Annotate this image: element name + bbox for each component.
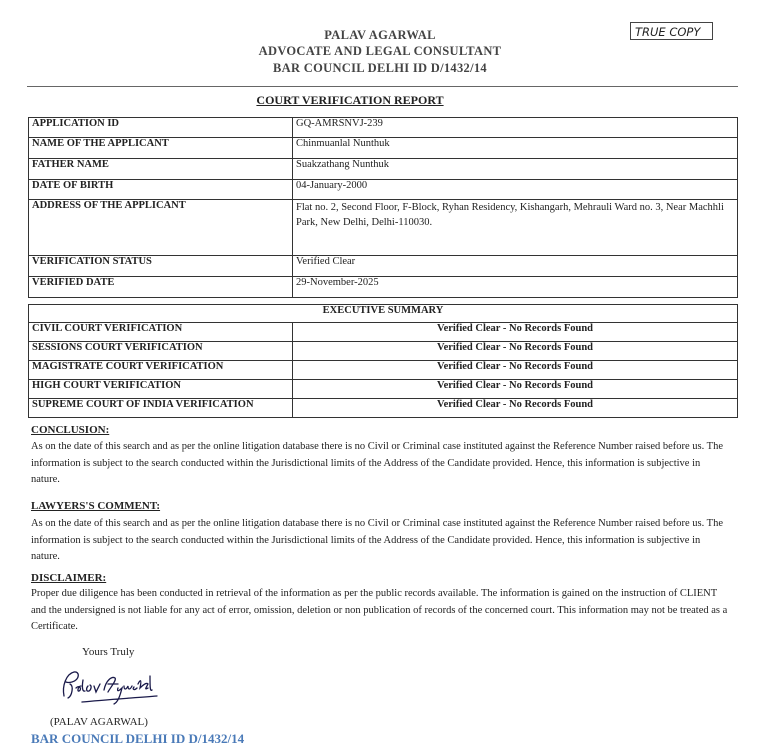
- detail-label: DATE OF BIRTH: [29, 180, 293, 200]
- detail-value: Suakzathang Nunthuk: [293, 159, 738, 180]
- summary-heading: EXECUTIVE SUMMARY: [29, 305, 738, 323]
- header-divider: [27, 86, 738, 87]
- comment-text: As on the date of this search and as per the online litigation database there is no Civil or Criminal case instituted against the Reference Number raised before us. The information is subject to the search conducted within the Jurisdictional limits of the Address of the Candidate provided. Hence, this information is subjective in nature.: [31, 518, 724, 562]
- table-row: [29, 159, 738, 180]
- detail-label: ADDRESS OF THE APPLICANT: [29, 200, 293, 256]
- detail-label: VERIFIED DATE: [29, 277, 293, 298]
- comment-heading: LAWYERS'S COMMENT:: [31, 500, 161, 512]
- detail-label: VERIFICATION STATUS: [29, 256, 293, 277]
- summary-label: SUPREME COURT OF INDIA VERIFICATION: [29, 399, 293, 418]
- detail-value: Flat no. 2, Second Floor, F-Block, Ryhan Residency, Kishangarh, Mehrauli Ward no. 3, Near Machhli Park, New Delhi, Delhi-110030.: [293, 200, 738, 256]
- table-row: [29, 118, 738, 138]
- table-row: [29, 342, 738, 361]
- executive-summary-table: [28, 304, 738, 418]
- table-row: [29, 399, 738, 418]
- disclaimer-text: Proper due diligence has been conducted in retrieval of the information as per the public records available. The information is gained on the instruction of CLIENT and the undersigned is not liable for any act of error, omission, deletion or non publication of records of the concerned court. This information may not be treated as a Certificate.: [31, 588, 728, 632]
- summary-value: Verified Clear - No Records Found: [293, 380, 738, 399]
- detail-label: FATHER NAME: [29, 159, 293, 180]
- summary-label: SESSIONS COURT VERIFICATION: [29, 342, 293, 361]
- detail-label: APPLICATION ID: [29, 118, 293, 138]
- summary-value: Verified Clear - No Records Found: [293, 323, 738, 342]
- signatory-bar-id: BAR COUNCIL DELHI ID D/1432/14: [31, 731, 245, 746]
- advocate-title: ADVOCATE AND LEGAL CONSULTANT: [258, 44, 502, 58]
- true-copy-stamp: TRUE COPY: [630, 22, 713, 40]
- conclusion-heading: CONCLUSION:: [31, 424, 110, 436]
- table-row: [29, 138, 738, 159]
- summary-label: MAGISTRATE COURT VERIFICATION: [29, 361, 293, 380]
- applicant-details-table: [28, 117, 738, 298]
- table-row: [29, 323, 738, 342]
- table-row: [29, 180, 738, 200]
- table-row: [29, 361, 738, 380]
- summary-label: HIGH COURT VERIFICATION: [29, 380, 293, 399]
- summary-value: Verified Clear - No Records Found: [293, 342, 738, 361]
- summary-label: CIVIL COURT VERIFICATION: [29, 323, 293, 342]
- report-title: COURT VERIFICATION REPORT: [256, 93, 444, 107]
- table-row: [29, 256, 738, 277]
- conclusion-text: As on the date of this search and as per the online litigation database there is no Civil or Criminal case instituted against the Reference Number raised before us. The information is subject to the search conducted within the Jurisdictional limits of the Address of the Candidate provided. Hence, this information is subjective in nature.: [31, 441, 724, 485]
- advocate-name: PALAV AGARWAL: [324, 28, 436, 42]
- table-row: [29, 200, 738, 256]
- detail-value: Chinmuanlal Nunthuk: [293, 138, 738, 159]
- yours-truly: Yours Truly: [82, 646, 135, 658]
- detail-value: 04-January-2000: [293, 180, 738, 200]
- signature-image: [52, 666, 162, 706]
- table-row: [29, 277, 738, 298]
- detail-value: 29-November-2025: [293, 277, 738, 298]
- detail-label: NAME OF THE APPLICANT: [29, 138, 293, 159]
- table-row: [29, 305, 738, 323]
- advocate-bar-id: BAR COUNCIL DELHI ID D/1432/14: [273, 61, 487, 75]
- table-row: [29, 380, 738, 399]
- detail-value: Verified Clear: [293, 256, 738, 277]
- detail-value: GQ-AMRSNVJ-239: [293, 118, 738, 138]
- summary-value: Verified Clear - No Records Found: [293, 361, 738, 380]
- signatory-name: (PALAV AGARWAL): [50, 716, 148, 728]
- summary-value: Verified Clear - No Records Found: [293, 399, 738, 418]
- disclaimer-heading: DISCLAIMER:: [31, 572, 107, 584]
